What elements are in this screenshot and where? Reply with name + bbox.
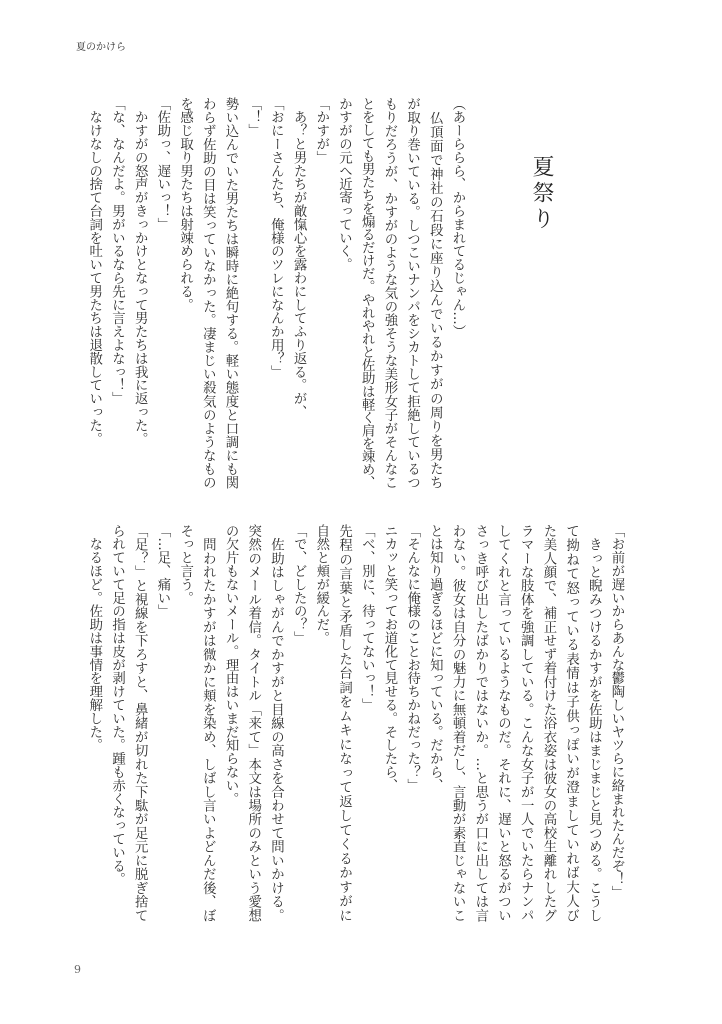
text-line: とをしても男たちを煽るだけだ。やれやれと佐助は軽く肩を竦め、: [359, 97, 375, 489]
text-line: 「佐助っ、遅いっ！」: [154, 97, 170, 231]
text-line: 仏頂面で神社の石段に座り込んでいるかすがの周りを男たち: [427, 97, 443, 489]
text-line: 突然のメール着信。タイトル「来て」本文は場所のみという愛想: [245, 524, 261, 922]
page-number: 9: [74, 963, 81, 976]
text-line: て拗ねて怒っている表情は子供っぽいが澄ましていれば大人び: [563, 524, 579, 922]
text-line: ラマーな肢体を強調している。こんな女子が一人でいたらナンパ: [518, 524, 534, 922]
text-line: の欠片もないメール。理由はいまだ知らない。: [223, 524, 239, 806]
text-line: 「足？」と視線を下ろすと、鼻緒が切れた下駄が足元に脱ぎ捨て: [132, 524, 148, 922]
text-line: なるほど。佐助は事情を理解した。: [86, 524, 102, 752]
text-line: られていて足の指は皮が剥けていた。踵も赤くなっている。: [109, 524, 125, 886]
text-line: きっと睨みつけるかすがを佐助はまじまじと見つめる。こうし: [586, 524, 602, 922]
text-line: してくれと言っているようなものだ。それに、遅いと怒るがつい: [495, 524, 511, 922]
text-line: そっと言う。: [177, 524, 193, 605]
text-line: もりだろうが、かすがのような気の強そうな美形女子がそんなこ: [381, 97, 397, 489]
text-line: かすがの怒声がきっかけとなって男たちは我に返った。: [132, 97, 148, 446]
text-line: 佐助はしゃがんでかすがと目線の高さを合わせて問いかける。: [268, 524, 284, 922]
upper-text-block: [82, 97, 468, 489]
text-line: 「おにーさんたち、俺様のツレになんか用？」: [268, 97, 284, 379]
text-line: わらず佐助の目は笑っていなかった。凄まじい殺気のようなもの: [200, 97, 216, 489]
text-line: 自然と頬が緩んだ。: [313, 524, 329, 645]
lower-text-block: [82, 524, 627, 922]
text-line: 「そんなに俺様のことお待ちかねだった？」: [404, 524, 420, 792]
text-line: とは知り過ぎるほどに知っている。だから、: [427, 524, 443, 792]
text-line: が取り巻いている。しつこいナンパをシカトして拒絶しているつ: [404, 97, 420, 489]
text-line: 「な、なんだよ。男がいるなら先に言えよなっ！」: [109, 97, 125, 406]
text-line: あ？と男たちが敵愾心を露わにしてふり返る。が、: [291, 97, 307, 419]
text-line: さっき呼び出したばかりではないか。…と思うが口に出しては言: [472, 524, 488, 922]
running-header: 夏のかけら: [76, 42, 126, 53]
text-line: た美人顔で、補正せず着付けた浴衣姿は彼女の高校生離れしたグ: [540, 524, 556, 922]
chapter-title: 夏祭り: [529, 155, 554, 233]
text-line: わない。彼女は自分の魅力に無頓着だし、言動が素直じゃないこ: [450, 524, 466, 922]
text-line: 「べ、別に、待ってないっ！」: [359, 524, 375, 712]
text-line: 「…足、痛い」: [154, 524, 170, 618]
text-line: かすがの元へ近寄っていく。: [336, 97, 352, 272]
text-line: 問われたかすがは微かに頬を染め、しばし言いよどんだ後、ぼ: [200, 524, 216, 922]
text-line: なけなしの捨て台詞を吐いて男たちは退散していった。: [86, 97, 102, 446]
text-line: 「お前が遅いからあんな鬱陶しいヤツらに絡まれたんだぞ！」: [609, 524, 624, 900]
text-line: を感じ取り男たちは射竦められる。: [177, 97, 193, 312]
text-line: 「で、どしたの？」: [291, 524, 307, 645]
text-line: 「かすが」: [313, 97, 329, 164]
text-line: 勢い込んでいた男たちは瞬時に絶句する。軽い態度と口調にも関: [222, 97, 238, 489]
text-line: 先程の言葉と矛盾した台詞をムキになって返してくるかすがに: [336, 524, 352, 922]
text-line: 「！」: [245, 97, 261, 138]
text-line: ニカッと笑ってお道化て見せる。そしたら、: [381, 524, 397, 792]
text-line: （あーららら、からまれてるじゃん…）: [450, 97, 465, 339]
